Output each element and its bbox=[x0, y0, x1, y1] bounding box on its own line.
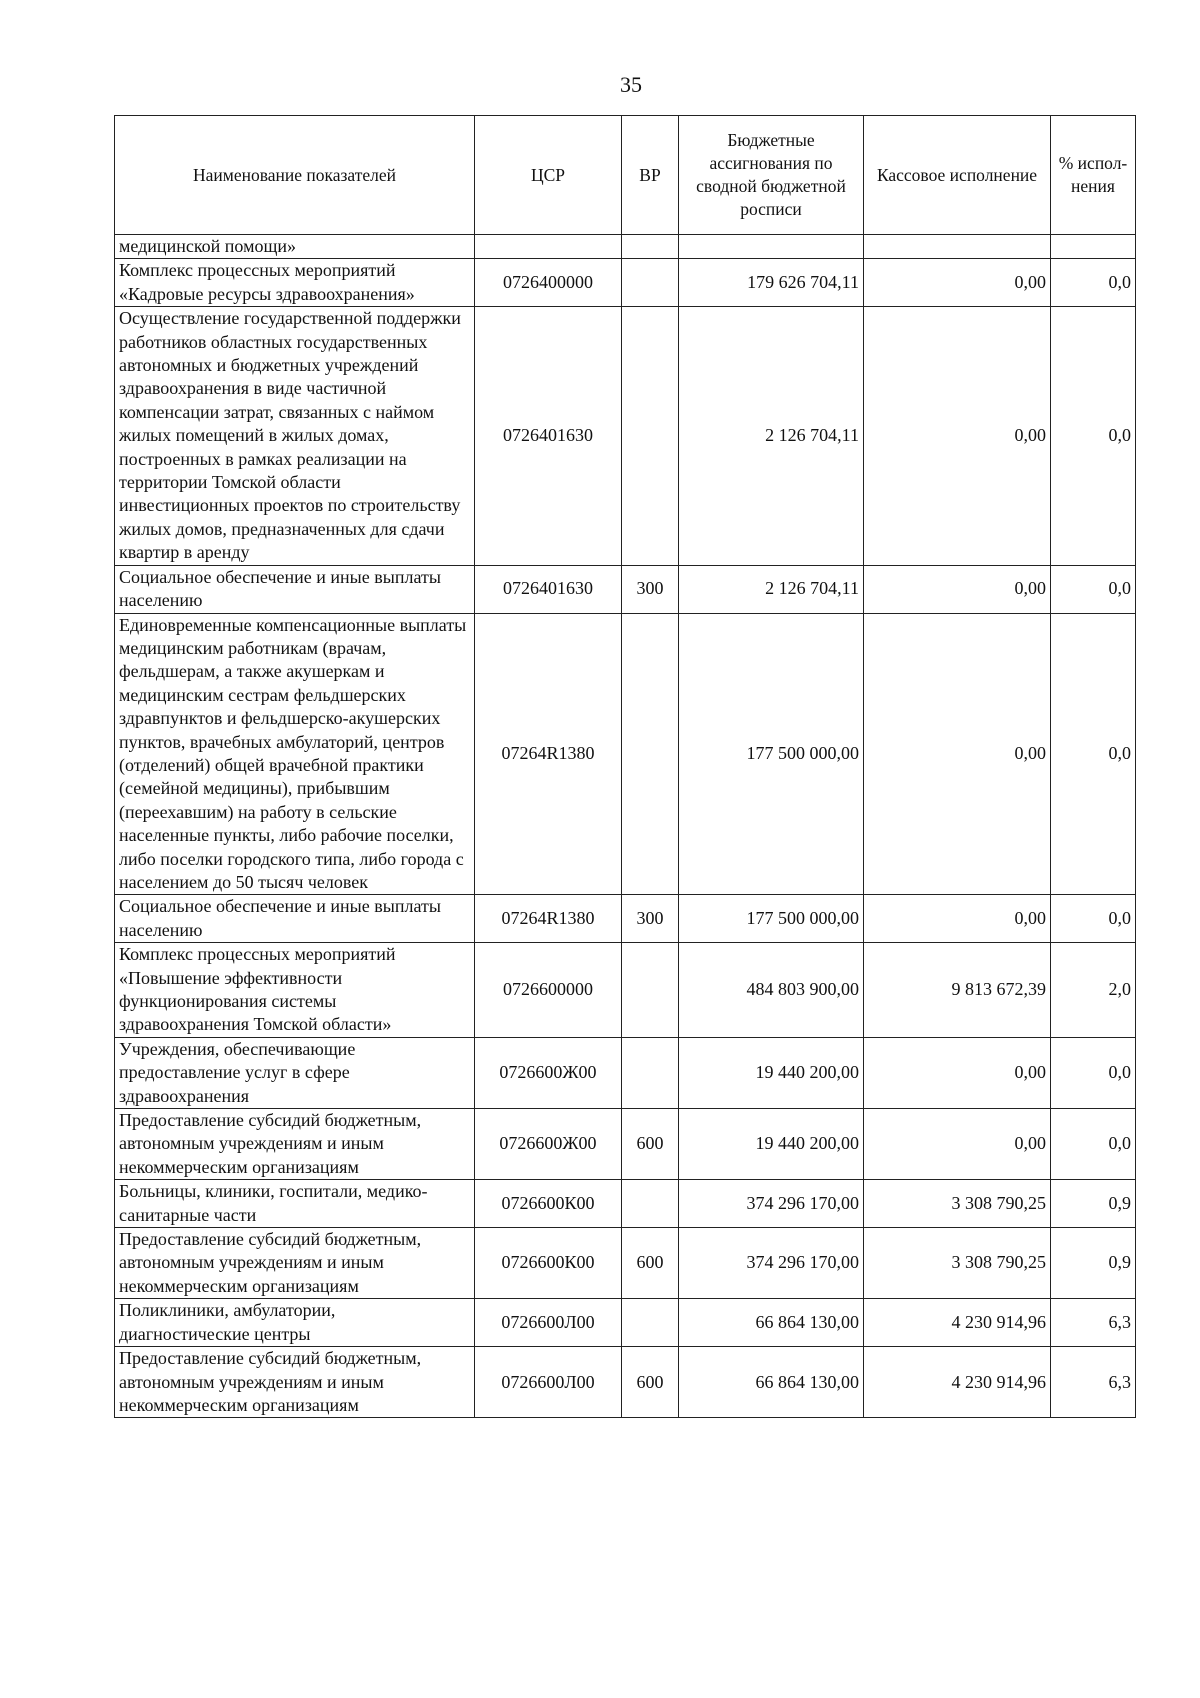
cell-name: Поликлиники, амбулатории, диагностические центры bbox=[115, 1299, 475, 1347]
cell-cash: 0,00 bbox=[864, 1037, 1051, 1108]
table-row bbox=[115, 1180, 1136, 1228]
cell-percent: 0,0 bbox=[1051, 307, 1136, 565]
budget-execution-table bbox=[114, 115, 1136, 1418]
table-row bbox=[115, 1109, 1136, 1180]
cell-csr: 07264R1380 bbox=[475, 895, 622, 943]
header-budget: Бюджетные ассигнования по сводной бюджетной росписи bbox=[679, 116, 864, 235]
cell-vr bbox=[622, 613, 679, 895]
cell-name: Комплекс процессных мероприятий «Кадровые ресурсы здравоохранения» bbox=[115, 259, 475, 307]
cell-budget: 2 126 704,11 bbox=[679, 565, 864, 613]
cell-budget: 19 440 200,00 bbox=[679, 1037, 864, 1108]
cell-percent: 0,9 bbox=[1051, 1180, 1136, 1228]
cell-csr: 0726600К00 bbox=[475, 1228, 622, 1299]
cell-percent: 0,9 bbox=[1051, 1228, 1136, 1299]
header-vr: ВР bbox=[622, 116, 679, 235]
cell-vr: 300 bbox=[622, 565, 679, 613]
table-row bbox=[115, 1228, 1136, 1299]
cell-vr: 600 bbox=[622, 1347, 679, 1418]
cell-percent: 2,0 bbox=[1051, 943, 1136, 1038]
cell-budget: 2 126 704,11 bbox=[679, 307, 864, 565]
cell-vr bbox=[622, 235, 679, 259]
cell-percent: 0,0 bbox=[1051, 259, 1136, 307]
cell-name: Комплекс процессных мероприятий «Повышение эффективности функционирования системы здравоохранения Томской области» bbox=[115, 943, 475, 1038]
cell-cash: 9 813 672,39 bbox=[864, 943, 1051, 1038]
cell-cash: 3 308 790,25 bbox=[864, 1228, 1051, 1299]
cell-vr: 300 bbox=[622, 895, 679, 943]
cell-percent bbox=[1051, 235, 1136, 259]
cell-name: Осуществление государственной поддержки работников областных государственных автономных и бюджетных учреждений здравоохранения в виде частичной компенсации затрат, связанных с наймом жилых помещений в жилых домах, построенных в рамках реализации на территории Томской области инвестиционных проектов по строительству жилых домов, предназначенных для сдачи квартир в аренду bbox=[115, 307, 475, 565]
cell-cash: 4 230 914,96 bbox=[864, 1347, 1051, 1418]
cell-budget: 177 500 000,00 bbox=[679, 895, 864, 943]
cell-vr bbox=[622, 943, 679, 1038]
cell-name: Единовременные компенсационные выплаты медицинским работникам (врачам, фельдшерам, а также акушеркам и медицинским сестрам фельдшерских здравпунктов и фельдшерско-акушерских пунктов, врачебных амбулаторий, центров (отделений) общей врачебной практики (семейной медицины), прибывшим (переехавшим) на работу в сельские населенные пункты, либо рабочие поселки, либо поселки городского типа, либо города с населением до 50 тысяч человек bbox=[115, 613, 475, 895]
cell-cash: 0,00 bbox=[864, 1109, 1051, 1180]
cell-cash bbox=[864, 235, 1051, 259]
cell-percent: 0,0 bbox=[1051, 613, 1136, 895]
cell-budget: 19 440 200,00 bbox=[679, 1109, 864, 1180]
table-row bbox=[115, 1037, 1136, 1108]
cell-budget: 484 803 900,00 bbox=[679, 943, 864, 1038]
cell-name: Социальное обеспечение и иные выплаты населению bbox=[115, 895, 475, 943]
table-row bbox=[115, 259, 1136, 307]
cell-vr bbox=[622, 259, 679, 307]
table-row bbox=[115, 565, 1136, 613]
header-name: Наименование показателей bbox=[115, 116, 475, 235]
page-number: 35 bbox=[620, 72, 642, 97]
cell-name: Предоставление субсидий бюджетным, автономным учреждениям и иным некоммерческим организациям bbox=[115, 1228, 475, 1299]
table-row bbox=[115, 307, 1136, 565]
cell-budget: 179 626 704,11 bbox=[679, 259, 864, 307]
cell-csr bbox=[475, 235, 622, 259]
table-row bbox=[115, 1347, 1136, 1418]
cell-csr: 0726600Ж00 bbox=[475, 1109, 622, 1180]
cell-vr bbox=[622, 1180, 679, 1228]
table-body bbox=[115, 235, 1136, 1418]
cell-budget: 177 500 000,00 bbox=[679, 613, 864, 895]
cell-budget: 374 296 170,00 bbox=[679, 1228, 864, 1299]
table-row bbox=[115, 895, 1136, 943]
table-row bbox=[115, 1299, 1136, 1347]
cell-cash: 0,00 bbox=[864, 895, 1051, 943]
cell-csr: 0726600000 bbox=[475, 943, 622, 1038]
cell-percent: 0,0 bbox=[1051, 1109, 1136, 1180]
cell-cash: 0,00 bbox=[864, 565, 1051, 613]
cell-vr: 600 bbox=[622, 1109, 679, 1180]
cell-vr bbox=[622, 1299, 679, 1347]
cell-vr bbox=[622, 1037, 679, 1108]
header-percent: % испол-нения bbox=[1051, 116, 1136, 235]
header-csr: ЦСР bbox=[475, 116, 622, 235]
cell-budget bbox=[679, 235, 864, 259]
cell-vr bbox=[622, 307, 679, 565]
cell-name: Учреждения, обеспечивающие предоставление услуг в сфере здравоохранения bbox=[115, 1037, 475, 1108]
cell-budget: 374 296 170,00 bbox=[679, 1180, 864, 1228]
cell-name: медицинской помощи» bbox=[115, 235, 475, 259]
cell-csr: 0726600Л00 bbox=[475, 1347, 622, 1418]
cell-cash: 0,00 bbox=[864, 307, 1051, 565]
cell-budget: 66 864 130,00 bbox=[679, 1347, 864, 1418]
header-cash: Кассовое исполнение bbox=[864, 116, 1051, 235]
table-row bbox=[115, 613, 1136, 895]
cell-percent: 6,3 bbox=[1051, 1347, 1136, 1418]
cell-csr: 0726600К00 bbox=[475, 1180, 622, 1228]
cell-budget: 66 864 130,00 bbox=[679, 1299, 864, 1347]
cell-csr: 0726401630 bbox=[475, 565, 622, 613]
cell-cash: 3 308 790,25 bbox=[864, 1180, 1051, 1228]
cell-cash: 4 230 914,96 bbox=[864, 1299, 1051, 1347]
cell-name: Предоставление субсидий бюджетным, автономным учреждениям и иным некоммерческим организациям bbox=[115, 1109, 475, 1180]
cell-percent: 0,0 bbox=[1051, 1037, 1136, 1108]
cell-cash: 0,00 bbox=[864, 613, 1051, 895]
table-row bbox=[115, 943, 1136, 1038]
cell-csr: 0726401630 bbox=[475, 307, 622, 565]
cell-name: Больницы, клиники, госпитали, медико-санитарные части bbox=[115, 1180, 475, 1228]
cell-name: Социальное обеспечение и иные выплаты населению bbox=[115, 565, 475, 613]
table-row bbox=[115, 235, 1136, 259]
table-header-row bbox=[115, 116, 1136, 235]
cell-percent: 0,0 bbox=[1051, 895, 1136, 943]
cell-csr: 07264R1380 bbox=[475, 613, 622, 895]
cell-csr: 0726400000 bbox=[475, 259, 622, 307]
cell-percent: 0,0 bbox=[1051, 565, 1136, 613]
cell-name: Предоставление субсидий бюджетным, автономным учреждениям и иным некоммерческим организациям bbox=[115, 1347, 475, 1418]
cell-csr: 0726600Ж00 bbox=[475, 1037, 622, 1108]
cell-csr: 0726600Л00 bbox=[475, 1299, 622, 1347]
cell-vr: 600 bbox=[622, 1228, 679, 1299]
cell-percent: 6,3 bbox=[1051, 1299, 1136, 1347]
cell-cash: 0,00 bbox=[864, 259, 1051, 307]
